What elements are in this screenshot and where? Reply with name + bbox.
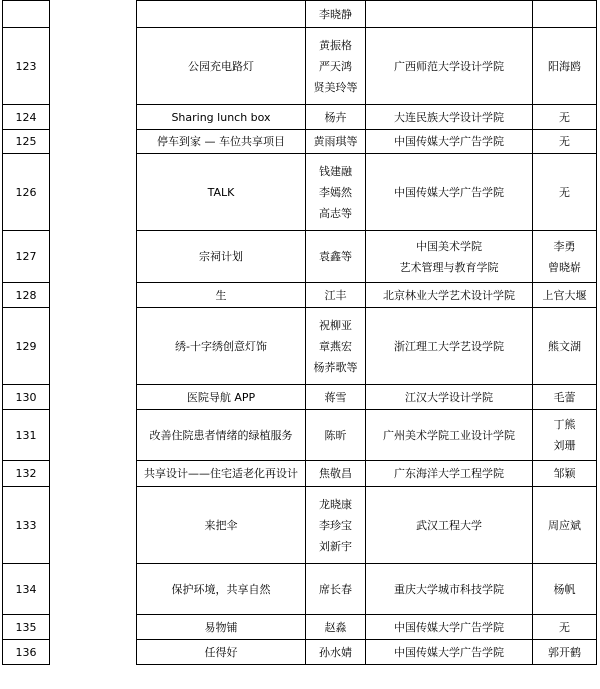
cell-number: 123: [3, 28, 50, 105]
cell-number: 130: [3, 385, 50, 410]
cell-school-line: 大连民族大学设计学院: [394, 110, 504, 124]
cell-advisor-line: 丁熊: [553, 418, 576, 431]
cell-school-line: 中国传媒大学广告学院: [394, 135, 504, 148]
cell-school-line: 中国传媒大学广告学院: [394, 185, 504, 199]
cell-advisor-line: 无: [559, 185, 570, 199]
cell-school: [366, 461, 533, 487]
cell-school-line: 中国传媒大学广告学院: [394, 645, 504, 659]
cell-advisor-line: 上官大堰: [542, 288, 587, 302]
cell-advisor-line: 郭开鹤: [548, 645, 581, 659]
cell-advisor: [533, 28, 597, 105]
cell-authors-line: 严天鸿: [319, 59, 352, 73]
cell-authors-line: 袁鑫等: [319, 250, 352, 263]
cell-advisor: [533, 130, 597, 154]
cell-project: 共享设计——住宅适老化再设计: [137, 461, 306, 487]
cell-authors-line: 李晓静: [319, 7, 352, 21]
cell-authors: [306, 461, 366, 487]
cell-school: [366, 283, 533, 308]
cell-school: [366, 154, 533, 231]
cell-school-line: 江汉大学设计学院: [405, 390, 493, 404]
cell-advisor-line: 熊文湖: [548, 339, 581, 353]
cell-project: [137, 1, 306, 28]
cell-authors-line: 黄雨琪等: [313, 135, 358, 148]
cell-advisor-line: 毛蕾: [553, 390, 576, 404]
cell-authors-line: 焦敬昌: [319, 467, 352, 480]
cell-authors: [306, 640, 366, 665]
cell-project: 易物铺: [137, 615, 306, 640]
cell-advisor-line: 无: [559, 620, 570, 634]
cell-number: 133: [3, 487, 50, 564]
cell-advisor-line: 杨帆: [553, 582, 576, 596]
blank-column: [50, 1, 137, 665]
cell-number: 125: [3, 130, 50, 154]
cell-project: 停车到家 — 车位共享项目: [137, 130, 306, 154]
cell-advisor-line: 阳海鸥: [548, 59, 581, 73]
cell-authors: [306, 564, 366, 615]
cell-authors-line: 贤美玲等: [313, 80, 358, 94]
cell-school-line: 广西师范大学设计学院: [394, 59, 504, 73]
cell-authors-line: 龙晓康: [319, 497, 352, 511]
cell-advisor: [533, 461, 597, 487]
cell-authors: [306, 130, 366, 154]
cell-authors-line: 蒋雪: [324, 390, 347, 404]
cell-school: [366, 1, 533, 28]
table-body: [3, 1, 597, 665]
cell-authors-line: 钱建融: [319, 164, 352, 178]
cell-school-line: 中国传媒大学广告学院: [394, 620, 504, 634]
cell-advisor: [533, 105, 597, 130]
cell-number: 128: [3, 283, 50, 308]
cell-authors-line: 杨荞歌等: [313, 360, 358, 374]
cell-school-line: 重庆大学城市科技学院: [394, 582, 504, 596]
cell-school: [366, 410, 533, 461]
table-row: [3, 1, 597, 28]
cell-number: 126: [3, 154, 50, 231]
cell-project: 保护环境，共享自然: [137, 564, 306, 615]
cell-number: 134: [3, 564, 50, 615]
cell-advisor: [533, 564, 597, 615]
cell-authors-line: 刘新宇: [319, 539, 352, 553]
cell-advisor-line: 李勇: [553, 239, 576, 253]
cell-advisor: [533, 154, 597, 231]
cell-school: [366, 105, 533, 130]
cell-number: 132: [3, 461, 50, 487]
cell-authors-line: 高志等: [319, 206, 352, 220]
cell-school: [366, 385, 533, 410]
cell-school-line: 浙江理工大学艺设学院: [394, 339, 504, 353]
cell-advisor: [533, 283, 597, 308]
cell-project: TALK: [137, 154, 306, 231]
cell-authors-line: 杨卉: [324, 110, 347, 124]
cell-authors: [306, 28, 366, 105]
cell-authors-line: 陈昕: [324, 428, 347, 442]
cell-number: 127: [3, 231, 50, 283]
cell-authors: [306, 410, 366, 461]
cell-authors: [306, 385, 366, 410]
cell-authors-line: 章燕宏: [319, 339, 352, 353]
cell-advisor-line: 无: [559, 135, 570, 148]
cell-advisor: [533, 640, 597, 665]
cell-authors: [306, 154, 366, 231]
cell-advisor: [533, 487, 597, 564]
cell-school-line: 广州美术学院工业设计学院: [383, 428, 515, 442]
cell-authors: [306, 231, 366, 283]
cell-advisor-line: 无: [559, 110, 570, 124]
cell-advisor-line: 曾晓崭: [548, 260, 581, 274]
award-table: [2, 0, 597, 665]
cell-advisor: [533, 1, 597, 28]
cell-authors-line: 席长春: [319, 582, 352, 596]
cell-authors: [306, 615, 366, 640]
cell-advisor: [533, 615, 597, 640]
cell-authors-line: 李珍宝: [319, 518, 352, 532]
cell-project: 生: [137, 283, 306, 308]
cell-number: 131: [3, 410, 50, 461]
cell-project: 绣-十字绣创意灯饰: [137, 308, 306, 385]
cell-authors-line: 李嫣然: [319, 185, 352, 199]
cell-authors: [306, 105, 366, 130]
cell-advisor: [533, 231, 597, 283]
cell-authors-line: 祝柳亚: [319, 318, 352, 332]
cell-authors-line: 江丰: [324, 288, 347, 302]
cell-school-line: 中国美术学院: [416, 239, 482, 253]
cell-advisor: [533, 308, 597, 385]
cell-advisor-line: 周应斌: [548, 518, 581, 532]
cell-advisor: [533, 385, 597, 410]
cell-school-line: 北京林业大学艺术设计学院: [383, 288, 515, 302]
cell-school: [366, 28, 533, 105]
cell-authors: [306, 308, 366, 385]
cell-school-line: 武汉工程大学: [416, 518, 482, 532]
cell-number: [3, 1, 50, 28]
cell-school-line: 艺术管理与教育学院: [399, 260, 499, 274]
cell-authors: [306, 283, 366, 308]
cell-authors: [306, 1, 366, 28]
cell-advisor: [533, 410, 597, 461]
cell-school: [366, 231, 533, 283]
cell-school: [366, 308, 533, 385]
cell-authors-line: 孙水婧: [319, 645, 352, 659]
cell-number: 124: [3, 105, 50, 130]
cell-project: 公园充电路灯: [137, 28, 306, 105]
cell-school: [366, 564, 533, 615]
cell-authors: [306, 487, 366, 564]
cell-school-line: 广东海洋大学工程学院: [394, 467, 504, 480]
cell-project: 任得好: [137, 640, 306, 665]
cell-school: [366, 487, 533, 564]
cell-project: Sharing lunch box: [137, 105, 306, 130]
cell-advisor-line: 邹颖: [553, 467, 576, 480]
cell-advisor-line: 刘珊: [553, 439, 576, 452]
cell-school: [366, 130, 533, 154]
cell-project: 改善住院患者情绪的绿植服务: [137, 410, 306, 461]
cell-project: 来把伞: [137, 487, 306, 564]
cell-authors-line: 赵淼: [324, 620, 347, 634]
cell-school: [366, 615, 533, 640]
cell-number: 136: [3, 640, 50, 665]
cell-school: [366, 640, 533, 665]
cell-project: 宗祠计划: [137, 231, 306, 283]
cell-project: 医院导航 APP: [137, 385, 306, 410]
cell-authors-line: 黄振格: [319, 38, 352, 52]
cell-number: 135: [3, 615, 50, 640]
cell-number: 129: [3, 308, 50, 385]
